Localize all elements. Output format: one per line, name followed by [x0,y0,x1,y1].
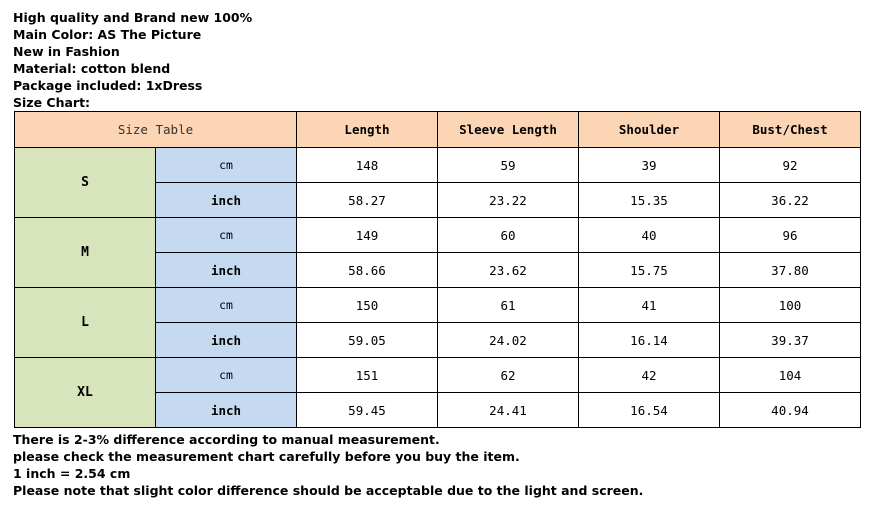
table-cell: 96 [720,218,861,253]
table-cell: 62 [438,358,579,393]
table-header-row [15,112,861,148]
table-row [15,148,861,183]
table-cell: 58.66 [297,253,438,288]
size-label: M [15,218,156,288]
size-label: S [15,148,156,218]
table-cell: 15.75 [579,253,720,288]
spec-line-material: Material: cotton blend [13,61,171,76]
spec-line-color: Main Color: AS The Picture [13,27,202,42]
table-row [15,218,861,253]
table-cell: 60 [438,218,579,253]
unit-label: inch [156,253,297,288]
spec-line-quality: High quality and Brand new 100% [13,10,253,25]
note-difference: There is 2-3% difference according to manual measurement. [13,432,440,447]
measurement-notes [13,431,643,499]
table-cell: 37.80 [720,253,861,288]
unit-label: inch [156,183,297,218]
size-label: L [15,288,156,358]
table-cell: 148 [297,148,438,183]
unit-label: cm [156,358,297,393]
table-cell: 15.35 [579,183,720,218]
table-cell: 24.41 [438,393,579,428]
table-cell: 16.14 [579,323,720,358]
table-cell: 42 [579,358,720,393]
note-inch-conversion: 1 inch = 2.54 cm [13,466,131,481]
table-cell: 104 [720,358,861,393]
table-cell: 39 [579,148,720,183]
table-cell: 100 [720,288,861,323]
column-header-sleeve-length: Sleeve Length [438,112,579,148]
unit-label: cm [156,148,297,183]
table-cell: 59.45 [297,393,438,428]
table-cell: 36.22 [720,183,861,218]
table-cell: 23.22 [438,183,579,218]
column-header-shoulder: Shoulder [579,112,720,148]
unit-label: inch [156,393,297,428]
table-cell: 23.62 [438,253,579,288]
table-row [15,358,861,393]
table-cell: 40 [579,218,720,253]
table-cell: 92 [720,148,861,183]
table-cell: 41 [579,288,720,323]
spec-line-package: Package included: 1xDress [13,78,203,93]
spec-line-size-chart: Size Chart: [13,95,91,110]
table-cell: 149 [297,218,438,253]
size-table-label: Size Table [15,112,297,148]
unit-label: cm [156,218,297,253]
unit-label: inch [156,323,297,358]
table-cell: 59.05 [297,323,438,358]
table-row [15,288,861,323]
table-cell: 59 [438,148,579,183]
table-cell: 40.94 [720,393,861,428]
product-spec-list [13,9,252,111]
note-color-difference: Please note that slight color difference should be acceptable due to the light and screen. [13,483,644,498]
table-cell: 24.02 [438,323,579,358]
size-label: XL [15,358,156,428]
table-cell: 150 [297,288,438,323]
note-check-chart: please check the measurement chart carefully before you buy the item. [13,449,520,464]
size-table [14,111,861,428]
column-header-length: Length [297,112,438,148]
table-cell: 39.37 [720,323,861,358]
column-header-bust-chest: Bust/Chest [720,112,861,148]
table-cell: 151 [297,358,438,393]
table-cell: 61 [438,288,579,323]
table-cell: 16.54 [579,393,720,428]
unit-label: cm [156,288,297,323]
spec-line-fashion: New in Fashion [13,44,120,59]
table-cell: 58.27 [297,183,438,218]
